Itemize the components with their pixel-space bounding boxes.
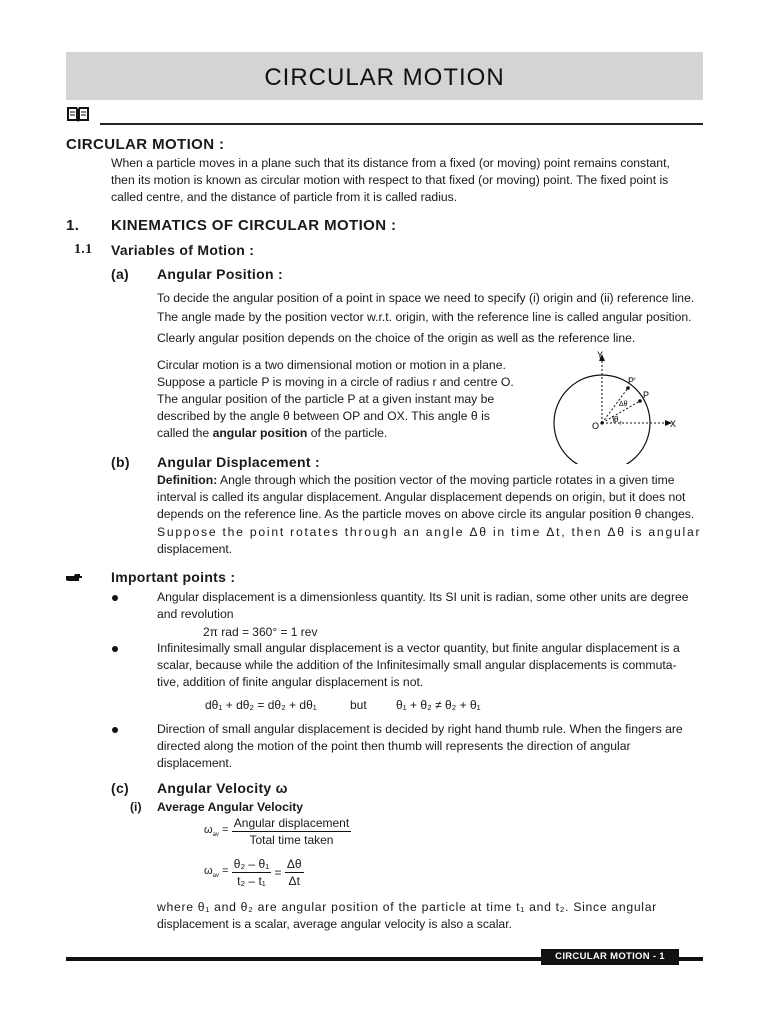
equation-1-numerator: Angular displacement (233, 816, 350, 830)
bullet-2-line-2: scalar, because while the addition of the Infinitesimally small angular displacements is commuta- (157, 658, 677, 672)
equation-2-denominator-1: t₂ – t₁ (237, 874, 266, 888)
sub-a-line-3: Clearly angular position depends on the choice of the origin as well as the reference line. (157, 331, 636, 345)
equation-2-denominator-2: Δt (288, 874, 300, 888)
sub-a-label: (a) (111, 266, 130, 282)
intro-line-1: When a particle moves in a plane such that its distance from a fixed (or moving) point remains constant, (111, 156, 670, 170)
equation-2-numerator-2: Δθ (286, 857, 302, 871)
bullet-1-line-2: and revolution (157, 607, 234, 621)
circle-diagram (548, 344, 688, 464)
diagram-circle (554, 375, 650, 464)
bullet-2-line-1: Infinitesimally small angular displacement is a vector quantity, but finite angular displacement is a (157, 641, 680, 655)
label-y: Y (597, 350, 604, 360)
equation-2-fraction-1 (232, 857, 271, 888)
where-line-2: displacement is a scalar, average angular velocity is also a scalar. (157, 917, 512, 931)
equation-1: $\omega_{av}$ = $\frac{\text{Angular displacement}}{\text{Total time taken}}$ (204, 816, 350, 847)
intro-line-3: called centre, and the distance of particle from it is called radius. (111, 190, 458, 204)
section-1-1-title: Variables of Motion : (111, 242, 255, 258)
angular-position-term: angular position (212, 426, 308, 440)
open-book-icon (66, 105, 90, 123)
sub-c-i-label: (i) (130, 800, 142, 814)
bullet-2 (112, 646, 118, 652)
section-1-title: KINEMATICS OF CIRCULAR MOTION : (111, 217, 397, 234)
sub-b-line-4: Suppose the point rotates through an angle Δθ in time Δt, then Δθ is angular (157, 525, 702, 539)
intro-heading: CIRCULAR MOTION : (66, 136, 225, 153)
pointing-hand-icon (66, 570, 82, 588)
equation-1-denominator: Total time taken (249, 833, 334, 847)
sub-b-line-5: displacement. (157, 542, 233, 556)
sub-a-line-2: The angle made by the position vector w.r.t. origin, with the reference line is called angular position. (157, 310, 692, 324)
label-dtheta: Δθ (619, 401, 628, 408)
equation-2: $\omega_{av}$ = $\frac{\text{θ₂ – θ₁}}{\text{t₂ – t₁}}$ = $\frac{\Delta\theta}{\Delta t}$ (204, 857, 302, 888)
bullet-3-line-2: directed along the motion of the point then thumb will represents the direction of angular (157, 739, 631, 753)
sub-a-title: Angular Position : (157, 266, 283, 282)
bullet-1 (112, 595, 118, 601)
omega-symbol-2: ω (204, 865, 213, 878)
intro-line-2: then its motion is known as circular motion with respect to that fixed (or moving) point. The fixed point is (111, 173, 669, 187)
sub-a-desc-5-post: of the particle. (307, 426, 388, 440)
equation-1-fraction (232, 816, 351, 847)
bullet-2-equation-but: but (350, 698, 367, 712)
bullet-1-line-1: Angular displacement is a dimensionless quantity. Its SI unit is radian, some other units are degree (157, 590, 689, 604)
equation-2-numerator-1: θ₂ – θ₁ (233, 857, 270, 871)
label-o: O (592, 421, 600, 431)
omega-symbol-1: ω (204, 824, 213, 837)
footer-page-label: CIRCULAR MOTION - 1 (541, 949, 679, 965)
label-theta-sub: f (620, 421, 622, 427)
sub-a-desc-4: described by the angle θ between OP and OX. This angle θ is (157, 409, 490, 423)
sub-c-label: (c) (111, 780, 130, 796)
bullet-3-line-1: Direction of small angular displacement is decided by right hand thumb rule. When the fingers are (157, 722, 683, 736)
bullet-2-equation-right: θ₁ + θ₂ ≠ θ₂ + θ₁ (396, 698, 481, 712)
sub-b-label: (b) (111, 454, 130, 470)
sub-b-line-1-text: Angle through which the position vector of the moving particle rotates in a given time (217, 473, 675, 487)
bullet-3 (112, 727, 118, 733)
bullet-2-line-3: tive, addition of finite angular displacement is not. (157, 675, 424, 689)
sub-b-line-3: depends on the reference line. As the particle moves on above circle its angular position θ changes. (157, 507, 695, 521)
sub-a-desc-2: Suppose a particle P is moving in a circle of radius r and centre O. (157, 375, 514, 389)
label-p: P (643, 390, 650, 400)
bullet-3-line-3: displacement. (157, 756, 233, 770)
sub-a-desc-5 (157, 425, 387, 442)
section-1-number: 1. (66, 217, 80, 234)
sub-a-desc-1: Circular motion is a two dimensional motion or motion in a plane. (157, 358, 506, 372)
label-p-prime: P' (628, 376, 636, 386)
equation-2-fraction-2 (285, 857, 304, 888)
sub-b-title: Angular Displacement : (157, 454, 320, 470)
page-title: CIRCULAR MOTION (264, 64, 505, 91)
sub-c-title: Angular Velocity ω (157, 780, 288, 796)
sub-a-desc-3: The angular position of the particle P at a given instant may be (157, 392, 495, 406)
sub-a-line-1: To decide the angular position of a point in space we need to specify (i) origin and (ii) reference line. (157, 291, 695, 305)
omega-sub-2: av (212, 873, 219, 880)
important-points-title: Important points : (111, 569, 236, 585)
sub-b-line-1 (157, 472, 675, 489)
header-rule (100, 123, 703, 125)
sub-a-desc-5-pre: called the (157, 426, 213, 440)
label-x: X (670, 419, 677, 429)
sub-c-i-title: Average Angular Velocity (157, 800, 304, 814)
bullet-1-equation: 2π rad = 360° = 1 rev (203, 625, 318, 639)
omega-sub-1: av (212, 832, 219, 839)
label-theta: θ (614, 415, 619, 424)
definition-label: Definition: (157, 473, 218, 487)
where-line-1: where θ₁ and θ₂ are angular position of the particle at time t₁ and t₂. Since angular (157, 900, 657, 914)
origin-point (600, 421, 603, 424)
section-1-1-number: 1.1 (74, 242, 93, 257)
bullet-2-equation-left: dθ₁ + dθ₂ = dθ₂ + dθ₁ (205, 698, 317, 712)
title-banner (66, 52, 703, 100)
point-p (638, 399, 642, 403)
point-p-prime (626, 386, 630, 390)
sub-b-line-2: interval is called its angular displacement. Angular displacement depends on origin, but it does not (157, 490, 686, 504)
